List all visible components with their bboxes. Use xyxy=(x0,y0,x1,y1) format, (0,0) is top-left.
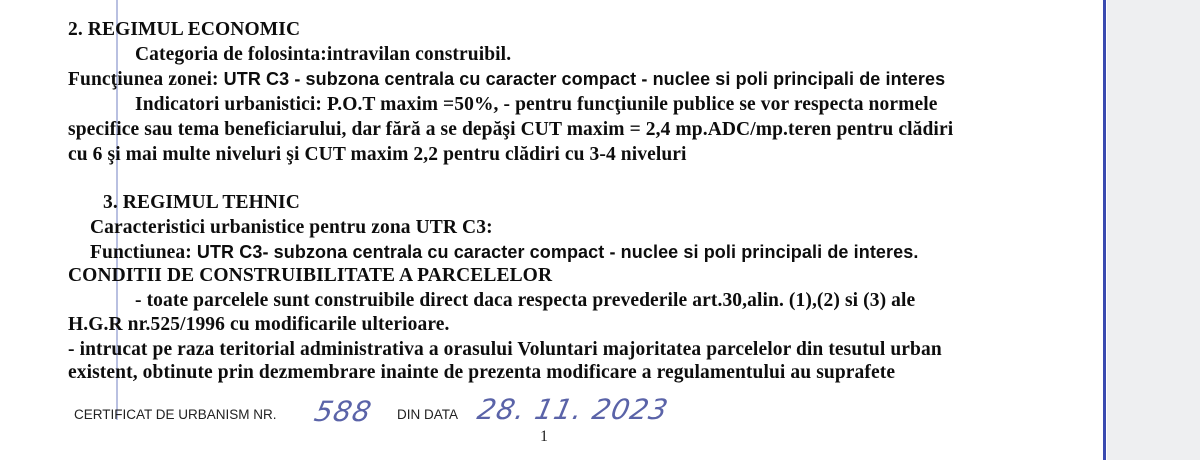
certificate-label: CERTIFICAT DE URBANISM NR. xyxy=(74,407,277,422)
date-label: DIN DATA xyxy=(397,407,459,422)
text-line: - intrucat pe raza teritorial administrativa a orasului Voluntari majoritatea parcelelor din tesutul urban xyxy=(68,339,942,360)
text-line: Categoria de folosinta:intravilan construibil. xyxy=(135,44,512,65)
text-segment: Funcţiunea zonei: xyxy=(68,69,224,90)
page-edge-border xyxy=(1103,0,1106,460)
text-line: existent, obtinute prin dezmembrare inainte de prezenta modificare a regulamentului au suprafete xyxy=(68,362,896,383)
subsection-heading: CONDITII DE CONSTRUIBILITATE A PARCELELOR xyxy=(68,265,553,286)
text-line: Caracteristici urbanistice pentru zona UTR C3: xyxy=(90,217,493,238)
text-segment: UTR C3- subzona centrala cu caracter compact - nuclee si poli principali de interes. xyxy=(196,242,919,262)
text-line: cu 6 şi mai multe niveluri şi CUT maxim 2,2 pentru clădiri cu 3-4 niveluri xyxy=(68,144,687,165)
text-line: specifice sau tema beneficiarului, dar fără a se depăşi CUT maxim = 2,4 mp.ADC/mp.teren pentru clădiri xyxy=(68,119,954,140)
section-heading-economic: 2. REGIMUL ECONOMIC xyxy=(68,19,301,40)
section-heading-technical: 3. REGIMUL TEHNIC xyxy=(103,192,300,213)
text-segment: UTR C3 - subzona centrala cu caracter compact - nuclee si poli principali de interes xyxy=(223,69,946,89)
page-number: 1 xyxy=(540,428,548,445)
text-line: H.G.R nr.525/1996 cu modificarile ulterioare. xyxy=(68,314,450,335)
text-line: Indicatori urbanistici: P.O.T maxim =50%, - pentru funcţiunile publice se vor respecta normele xyxy=(135,94,938,115)
text-line xyxy=(90,242,918,264)
text-segment: Functiunea: xyxy=(90,242,197,263)
text-line xyxy=(68,69,945,91)
viewer-background xyxy=(1107,0,1200,460)
date-handwritten: 28. 11. 2023 xyxy=(474,393,672,426)
text-line: - toate parcelele sunt construibile direct daca respecta prevederile art.30,alin. (1),(2) si (3) ale xyxy=(135,290,916,311)
certificate-number-handwritten: 588 xyxy=(311,395,375,428)
